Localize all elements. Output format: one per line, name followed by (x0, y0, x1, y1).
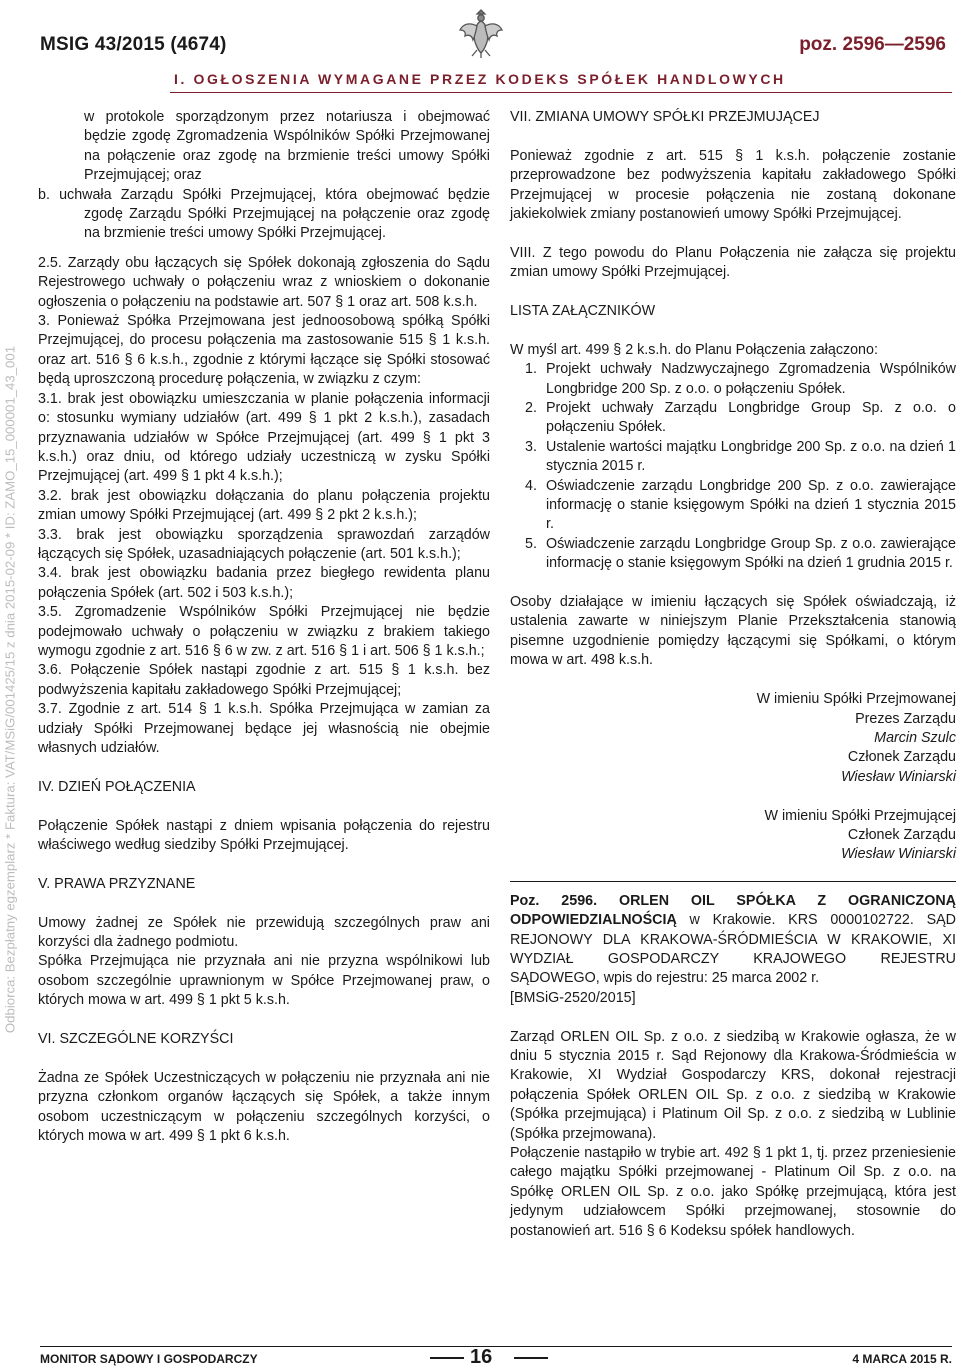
polish-eagle-emblem-icon (457, 4, 505, 60)
header-divider (170, 92, 952, 93)
paragraph: 3.2. brak jest obowiązku dołączania do planu połączenia projektu zmian umowy Spółki Przejmującej (art. 499 § 2 pkt 2 k.s.h.); (38, 487, 490, 524)
list-text: Oświadczenie zarządu Longbridge 200 Sp. z o.o. zawierające informację o stanie księgowym Spółki na dzień 1 stycznia 2015 r. (546, 477, 956, 533)
paragraph: 3.1. brak jest obowiązku umieszczania w planie połączenia informacji o: stosunku wymiany udziałów (art. 499 § 1 pkt 2 k.s.h.), zasadach przyznawania udziałów w Spółce Przejmującej (art. 499 § 1 pkt 3 k.s.h.) oraz dniu, od którego udziały uczestniczą w zysku Spółki Przejmującej (art. 499 § 1 pkt 4 k.s.h.); (38, 390, 490, 485)
paragraph: 3.7. Zgodnie z art. 514 § 1 k.s.h. Spółka Przejmująca w zamian za udziały Spółki Przejmowanej będące jej własnością nie obejmie własnych udziałów. (38, 701, 490, 756)
position-range: poz. 2596—2596 (799, 34, 946, 55)
signature-line: Członek Zarządu (847, 749, 956, 766)
list-number: 5. (525, 535, 537, 552)
footer-divider (40, 1346, 952, 1347)
signature-block (510, 690, 956, 787)
notice-header (510, 892, 956, 989)
notice-title: Poz. 2596. ORLEN OIL SPÓŁKA Z OGRANICZONĄ ODPOWIEDZIALNOŚCIĄ (510, 892, 956, 929)
right-column (510, 108, 956, 1241)
spacer (510, 127, 956, 146)
list-text: Projekt uchwały Nadzwyczajnego Zgromadzenia Wspólników Longbridge 200 Sp. z o.o. o połączeniu Spółek. (546, 361, 956, 397)
list-item (510, 438, 956, 477)
spacer (38, 244, 490, 254)
spacer (510, 671, 956, 690)
page-number: 16 (470, 1346, 493, 1368)
attachments-list (510, 360, 956, 573)
spacer (510, 1008, 956, 1027)
page-number-dash (514, 1357, 548, 1359)
spacer (510, 574, 956, 593)
list-item (510, 360, 956, 399)
paragraph: Umowy żadnej ze Spółek nie przewidują szczególnych praw ani korzyści dla żadnego podmiotu. (38, 914, 490, 950)
notice-divider (510, 881, 956, 882)
list-number: 2. (525, 400, 537, 417)
side-watermark: Odbiorca: Bezpłatny egzemplarz * Faktura: VAT/MSiG/001425/15 z dnia 2015-02-09 * ID: ZAMO_15_000001_43_001 (2, 345, 18, 1034)
spacer (38, 797, 490, 816)
signature-name: Wiesław Winiarski (841, 768, 956, 785)
paragraph: Ponieważ zgodnie z art. 515 § 1 k.s.h. połączenie zostanie przeprowadzone bez podwyższenia kapitału zakładowego Spółki Przejmującej w procesie połączenia nie zostaną dokonane jakiekolwiek zmiany postanowień umowy Spółki Przejmującej. (510, 147, 956, 223)
spacer (38, 1011, 490, 1030)
section-heading: IV. DZIEŃ POŁĄCZENIA (38, 778, 196, 795)
list-item (510, 399, 956, 438)
signature-line: Członek Zarządu (847, 826, 956, 843)
section-heading: VI. SZCZEGÓLNE KORZYŚCI (38, 1031, 234, 1048)
signature-line: W imieniu Spółki Przejmowanej (756, 691, 956, 708)
list-text: Ustalenie wartości majątku Longbridge 200 Sp. z o.o. na dzień 1 stycznia 2015 r. (546, 438, 956, 475)
signature-line: Prezes Zarządu (855, 710, 956, 727)
list-text: Oświadczenie zarządu Longbridge Group Sp. z o.o. zawierające informację o stanie księgowym Spółki na dzień 1 grudnia 2015 r. (546, 535, 956, 572)
paragraph: 3. Ponieważ Spółka Przejmowana jest jednoosobową spółką Spółki Przejmującej, do procesu połączenia ma zastosowanie 515 § 1 k.s.h. oraz art. 516 § 6 k.s.h., zgodnie z którymi łączące się Spółki stosować będą uproszczoną procedurę połączenia, w związku z czym: (38, 313, 490, 388)
section-heading: VII. ZMIANA UMOWY SPÓŁKI PRZEJMUJĄCEJ (510, 109, 820, 125)
paragraph: 3.3. brak jest obowiązku sporządzenia sprawozdań zarządów łączących się Spółek, uzasadniających połączenie (art. 501 k.s.h.); (38, 526, 490, 562)
paragraph: Połączenie nastąpiło w trybie art. 492 § 1 pkt 1, tj. przez przeniesienie całego majątku Spółki przejmowanej - Platinum Oil Sp. z o.o. na Spółkę ORLEN OIL Sp. z o.o. jako Spółkę przejmującą, która jest jedynym udziałowcem Spółki przejmowanej, stosownie do postanowień art. 516 § 6 Kodeksu spółek handlowych. (510, 1145, 956, 1239)
paragraph: Połączenie Spółek nastąpi z dniem wpisania połączenia do rejestru właściwego według siedziby Spółki Przejmującej. (38, 817, 490, 853)
spacer (510, 321, 956, 340)
list-number: 1. (525, 361, 537, 378)
paragraph: 3.6. Połączenie Spółek nastąpi zgodnie z art. 515 § 1 k.s.h. bez podwyższenia kapitału zakładowego Spółki Przejmującej; (38, 662, 490, 698)
paragraph: Zarząd ORLEN OIL Sp. z o.o. z siedzibą w Krakowie ogłasza, że w dniu 5 stycznia 2015 r. Sąd Rejonowy dla Krakowa-Śródmieścia w Krakowie, XI Wydział Gospodarczy KRS, dokonał rejestracji połączenia Spółek ORLEN OIL Sp. z o.o. z siedzibą w Krakowie (Spółka przejmująca) i Platinum Oil Sp. z o.o. z siedzibą w Lublinie (Spółka przejmowana). (510, 1028, 956, 1142)
section-title: I. OGŁOSZENIA WYMAGANE PRZEZ KODEKS SPÓŁEK HANDLOWYCH (174, 71, 786, 87)
list-number: 3. (525, 438, 537, 455)
left-column (38, 108, 490, 1146)
notice-details: w Krakowie. KRS 0000102722. SĄD REJONOWY DLA KRAKOWA-ŚRÓDMIEŚCIA W KRAKOWIE, XI WYDZIAŁ GOSPODARCZY KRAJOWEGO REJESTRU SĄDOWEGO, wpis do rejestru: 25 marca 2002 r. (510, 912, 956, 987)
list-item (510, 535, 956, 574)
paragraph: w protokole sporządzonym przez notariusza i obejmować będzie zgodę Zgromadzenia Wspólników Spółki Przejmowanej na połączenie oraz zgodę na brzmienie treści umowy Spółki Przejmującej; oraz (84, 109, 490, 184)
paragraph: 2.5. Zarządy obu łączących się Spółek dokonają zgłoszenia do Sądu Rejestrowego uchwały o połączeniu wraz z wnioskiem o dokonanie ogłoszenia o połączeniu na podstawie art. 507 § 1 oraz art. 508 k.s.h. (38, 254, 490, 310)
section-heading: LISTA ZAŁĄCZNIKÓW (510, 303, 656, 320)
paragraph: b. uchwała Zarządu Spółki Przejmującej, która obejmować będzie zgodę Zarządu Spółki Przejmującej na połączenie oraz zgodę na brzmienie treści umowy Spółki Przejmującej. (38, 186, 490, 242)
list-item (510, 477, 956, 535)
paragraph: Osoby działające w imieniu łączących się Spółek oświadczają, iż ustalenia zawarte w niniejszym Planie Przekształcenia stanowią pisemne uzgodnienie pomiędzy łączącymi się Spółkami, o którym mowa w art. 498 k.s.h. (510, 594, 956, 669)
spacer (38, 855, 490, 874)
spacer (38, 894, 490, 913)
list-text: Projekt uchwały Zarządu Longbridge Group Sp. z o.o. o połączeniu Spółek. (546, 400, 956, 436)
publication-date: 4 MARCA 2015 R. (852, 1352, 952, 1366)
publication-name: MONITOR SĄDOWY I GOSPODARCZY (40, 1352, 258, 1366)
notice-reference: [BMSiG-2520/2015] (510, 989, 636, 1006)
journal-issue: MSIG 43/2015 (4674) (40, 34, 227, 55)
spacer (510, 787, 956, 806)
spacer (38, 758, 490, 777)
signature-line: W imieniu Spółki Przejmującej (764, 807, 956, 824)
spacer (510, 283, 956, 302)
signature-block (510, 807, 956, 865)
signature-name: Wiesław Winiarski (841, 846, 956, 863)
signature-name: Marcin Szulc (874, 729, 956, 746)
paragraph: Żadna ze Spółek Uczestniczących w połączeniu nie przyznała ani nie przyzna członkom organów łączących się Spółek, a także innym osobom uczestniczącym w połączeniu szczególnych korzyści, o których mowa w art. 499 § 1 pkt 6 k.s.h. (38, 1069, 490, 1145)
paragraph: 3.5. Zgromadzenie Wspólników Spółki Przejmującej nie będzie podejmowało uchwały o połączeniu w związku z brakiem takiego wymogu zgodnie z art. 516 § 6 w zw. z art. 516 § 1 i art. 506 § 1 k.s.h.; (38, 604, 490, 659)
spacer (510, 224, 956, 243)
paragraph: VIII. Z tego powodu do Planu Połączenia nie załącza się projektu zmian umowy Spółki Przejmującej. (510, 244, 956, 281)
paragraph: Spółka Przejmująca nie przyznała ani nie przyzna wspólnikowi lub osobom szczególnie uprawnionym w Spółce Przejmowanej praw, o których mowa w art. 499 § 1 pkt 5 k.s.h. (38, 953, 490, 1009)
paragraph: 3.4. brak jest obowiązku badania przez biegłego rewidenta planu połączenia Spółek (art. 502 i 503 k.s.h.); (38, 565, 490, 601)
page-number-dash (430, 1357, 464, 1359)
section-heading: V. PRAWA PRZYZNANE (38, 875, 196, 892)
paragraph: W myśl art. 499 § 2 k.s.h. do Planu Połączenia załączono: (510, 341, 878, 358)
spacer (38, 1049, 490, 1068)
list-number: 4. (525, 477, 537, 494)
